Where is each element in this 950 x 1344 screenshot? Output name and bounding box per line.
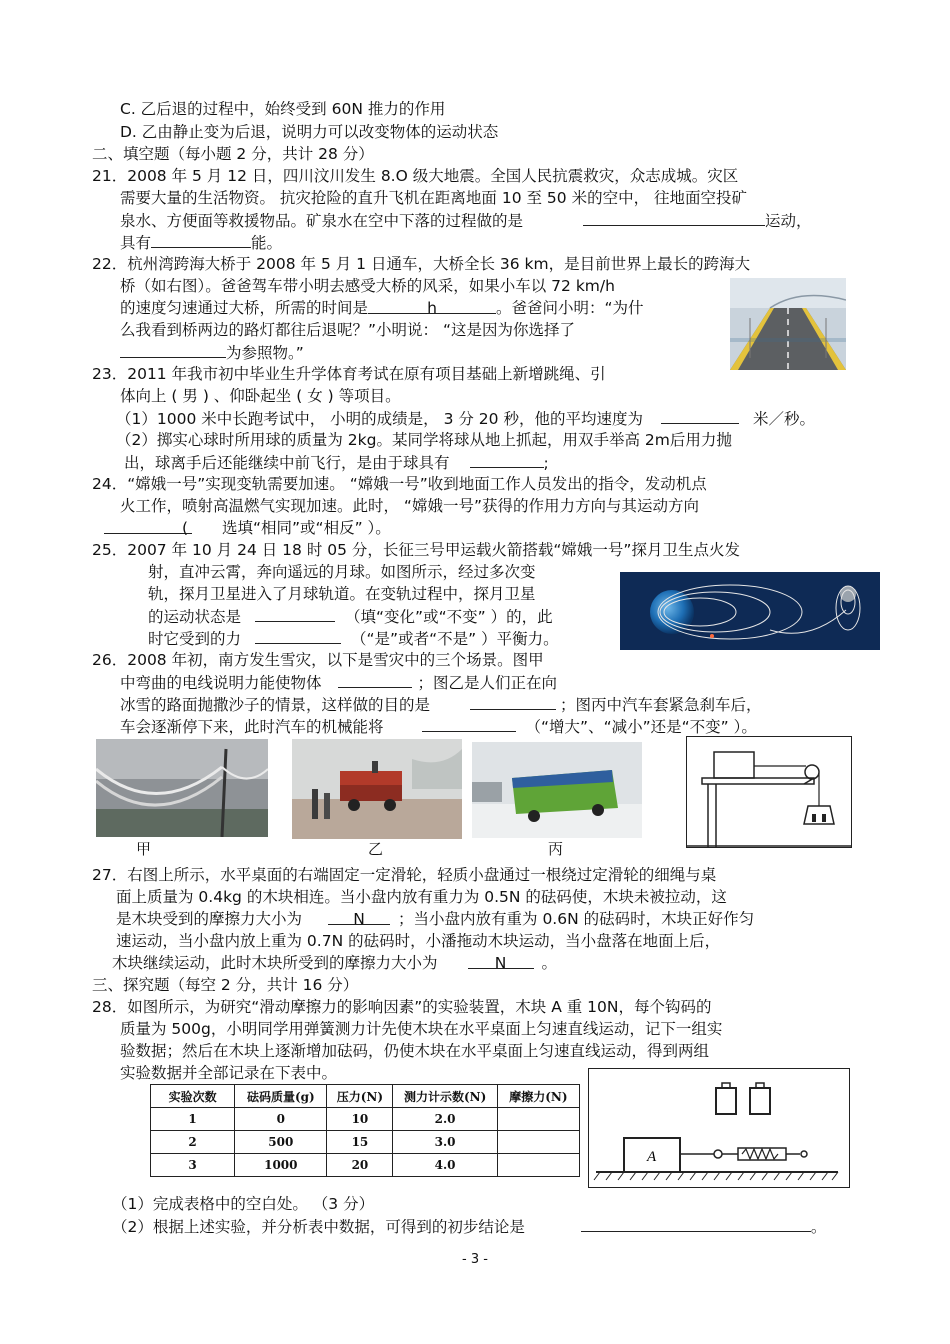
q23-line-4: （2）掷实心球时所用球的质量为 2kg。某同学将球从地上抓起，用双手举高 2m后用力抛: [116, 431, 732, 449]
q28-blank-conclusion[interactable]: [581, 1216, 811, 1232]
q27-blank-friction-2[interactable]: N: [468, 953, 534, 969]
q22-line-4: 么我看到桥两边的路灯都往后退呢？”小明说： “这是因为你选择了: [120, 321, 575, 339]
q24-line-1: 24．“嫦娥一号”实现变轨需要加速。 “嫦娥一号”收到地面工作人员发出的指令，发动机点: [92, 475, 707, 493]
table-cell: 3.0: [393, 1131, 497, 1154]
q27-line-4: 速运动，当小盘内放上重为 0.7N 的砝码时，小潘拖动木块运动，当小盘落在地面上后，: [116, 932, 721, 950]
q27-line-3: 是木块受到的摩擦力大小为 N ；当小盘内放有重为 0.6N 的砝码时，木块正好作匀: [116, 910, 755, 928]
table-cell: 1: [151, 1108, 235, 1131]
q26-blank-purpose[interactable]: [470, 694, 556, 710]
q21-blank-motion[interactable]: [583, 210, 765, 226]
experiment-table: [150, 1084, 580, 1177]
q26-line-4: 车会逐渐停下来，此时汽车的机械能将 （“增大”、“减小”还是“不变” ）。: [120, 718, 757, 736]
section-3-title: 三、探究题（每空 2 分，共计 16 分）: [92, 976, 359, 994]
lunar-orbit-diagram: [620, 572, 880, 650]
q24-line-3: ( 选填“相同”或“相反” ）。: [104, 518, 391, 538]
q26-line-1: 26．2008 年初，南方发生雪灾，以下是雪灾中的三个场景。图甲: [92, 651, 544, 669]
q28-line-1: 28．如图所示，为研究“滑动摩擦力的影响因素”的实验装置，木块 A 重 10N，每个钩码的: [92, 998, 712, 1016]
q26-line-2: 中弯曲的电线说明力能使物体 ；图乙是人们正在向: [120, 674, 558, 692]
q28-line-4: 实验数据并全部记录在下表中。: [120, 1064, 338, 1082]
q21-line-4: 具有 能。: [120, 234, 283, 252]
q27-line-5: 木块继续运动，此时木块所受到的摩擦力大小为 N 。: [112, 954, 558, 972]
table-row: [151, 1108, 580, 1131]
q21-blank-energy[interactable]: [151, 232, 251, 248]
q23-line-1: 23．2011 年我市初中毕业生升学体育考试在原有项目基础上新增跳绳、引: [92, 365, 606, 383]
q28-line-3: 验数据；然后在木块上逐渐增加砝码，仍使木块在水平桌面上匀速直线运动，得到两组: [120, 1042, 710, 1060]
q23-line-5: 出，球离手后还能继续中前飞行，是由于球具有 ;: [124, 454, 549, 472]
sand-truck-photo: [292, 739, 462, 839]
q22-blank-reference[interactable]: [120, 342, 226, 358]
table-cell: 2: [151, 1131, 235, 1154]
q27-line-1: 27．右图上所示，水平桌面的右端固定一定滑轮，轻质小盘通过一根绕过定滑轮的细绳与桌: [92, 866, 717, 884]
table-header-cell: 压力(N): [327, 1085, 393, 1108]
bridge-photo: [730, 278, 846, 370]
table-cell: 4.0: [393, 1154, 497, 1177]
q25-line-5: 时它受到的力 （“是”或者“不是” ）平衡力。: [148, 630, 559, 648]
q20-option-c: C. 乙后退的过程中，始终受到 60N 推力的作用: [120, 100, 446, 118]
table-header-cell: 砝码质量(g): [235, 1085, 327, 1108]
q27-blank-friction-1[interactable]: N: [328, 909, 390, 925]
table-header-cell: 实验次数: [151, 1085, 235, 1108]
q22-line-5: 为参照物。”: [120, 342, 304, 363]
q25-blank-state[interactable]: [255, 606, 335, 622]
q21-line-1: 21．2008 年 5 月 12 日，四川汶川发生 8.O 级大地震。全国人民抗震救灾，众志成城。灾区: [92, 167, 739, 185]
caption-bing: 丙: [548, 840, 564, 858]
q22-line-3: 的速度匀速通过大桥，所需的时间是 h 。爸爸问小明：“为什: [120, 299, 644, 317]
caption-jia: 甲: [136, 840, 152, 858]
q26-blank-deform[interactable]: [338, 672, 412, 688]
table-cell-friction[interactable]: [497, 1131, 579, 1154]
snow-wires-photo: [96, 739, 268, 837]
q21-line-2: 需要大量的生活物资。 抗灾抢险的直升飞机在距离地面 10 至 50 米的空中， 往地面空投矿: [120, 189, 748, 207]
q26-blank-energy[interactable]: [422, 716, 516, 732]
q28-sub-1: （1）完成表格中的空白处。 （3 分）: [112, 1195, 375, 1213]
bus-photo: [472, 742, 642, 838]
caption-yi: 乙: [368, 840, 384, 858]
table-header-cell: 测力计示数(N): [393, 1085, 497, 1108]
q25-line-1: 25．2007 年 10 月 24 日 18 时 05 分，长征三号甲运载火箭搭载“嫦娥一号”探月卫生点火发: [92, 541, 740, 559]
q25-line-3: 轨，探月卫星进入了月球轨道。在变轨过程中，探月卫星: [148, 585, 536, 603]
pulley-diagram: [686, 736, 852, 848]
table-row: [151, 1154, 580, 1177]
page-number: - 3 -: [462, 1252, 488, 1267]
q22-blank-time[interactable]: h: [368, 298, 496, 314]
table-row: [151, 1131, 580, 1154]
q20-option-d: D. 乙由静止变为后退，说明力可以改变物体的运动状态: [120, 123, 499, 141]
q24-blank-direction[interactable]: (: [104, 518, 192, 534]
table-cell: 500: [235, 1131, 327, 1154]
table-cell-friction[interactable]: [497, 1154, 579, 1177]
table-cell: 10: [327, 1108, 393, 1131]
q23-line-2: 体向上 ( 男 ) 、仰卧起坐 ( 女 ) 等项目。: [120, 387, 401, 405]
table-cell: 3: [151, 1154, 235, 1177]
table-header-row: [151, 1085, 580, 1108]
q22-line-1: 22．杭州湾跨海大桥于 2008 年 5 月 1 日通车，大桥全长 36 km，是目前世界上最长的跨海大: [92, 255, 751, 273]
q21-line-3: 泉水、方便面等救援物品。矿泉水在空中下落的过程做的是 运动，: [120, 212, 812, 230]
table-header-cell: 摩擦力(N): [497, 1085, 579, 1108]
q25-line-4: 的运动状态是 （填“变化”或“不变” ）的，此: [148, 608, 553, 626]
q27-line-2: 面上质量为 0.4kg 的木块相连。当小盘内放有重力为 0.5N 的砝码使，木块未被拉动，这: [116, 888, 727, 906]
q22-line-2: 桥（如右图）。爸爸驾车带小明去感受大桥的风采，如果小车以 72 km/h: [120, 277, 615, 295]
table-cell-friction[interactable]: [497, 1108, 579, 1131]
section-2-title: 二、填空题（每小题 2 分，共计 28 分）: [92, 145, 374, 163]
table-cell: 2.0: [393, 1108, 497, 1131]
q23-blank-speed[interactable]: [661, 408, 739, 424]
block-a-label: A: [647, 1149, 657, 1165]
q28-line-2: 质量为 500g，小明同学用弹簧测力计先使木块在水平桌面上匀速直线运动，记下一组实: [120, 1020, 723, 1038]
q25-blank-balance[interactable]: [255, 628, 341, 644]
table-cell: 20: [327, 1154, 393, 1177]
q23-blank-inertia[interactable]: [470, 452, 544, 468]
friction-experiment-diagram: [588, 1068, 850, 1188]
q25-line-2: 射，直冲云霄，奔向遥远的月球。如图所示，经过多次变: [148, 563, 536, 581]
q26-line-3: 冰雪的路面抛撒沙子的情景，这样做的目的是 ；图丙中汽车套紧急刹车后，: [120, 696, 762, 714]
q23-line-3: （1）1000 米中长跑考试中， 小明的成绩是， 3 分 20 秒，他的平均速度为 米／秒。: [116, 410, 815, 428]
table-cell: 1000: [235, 1154, 327, 1177]
q28-sub-2: （2）根据上述实验，并分析表中数据，可得到的初步结论是 。: [112, 1218, 827, 1236]
table-cell: 0: [235, 1108, 327, 1131]
table-cell: 15: [327, 1131, 393, 1154]
q24-line-2: 火工作，喷射高温燃气实现加速。此时， “嫦娥一号”获得的作用力方向与其运动方向: [120, 497, 699, 515]
